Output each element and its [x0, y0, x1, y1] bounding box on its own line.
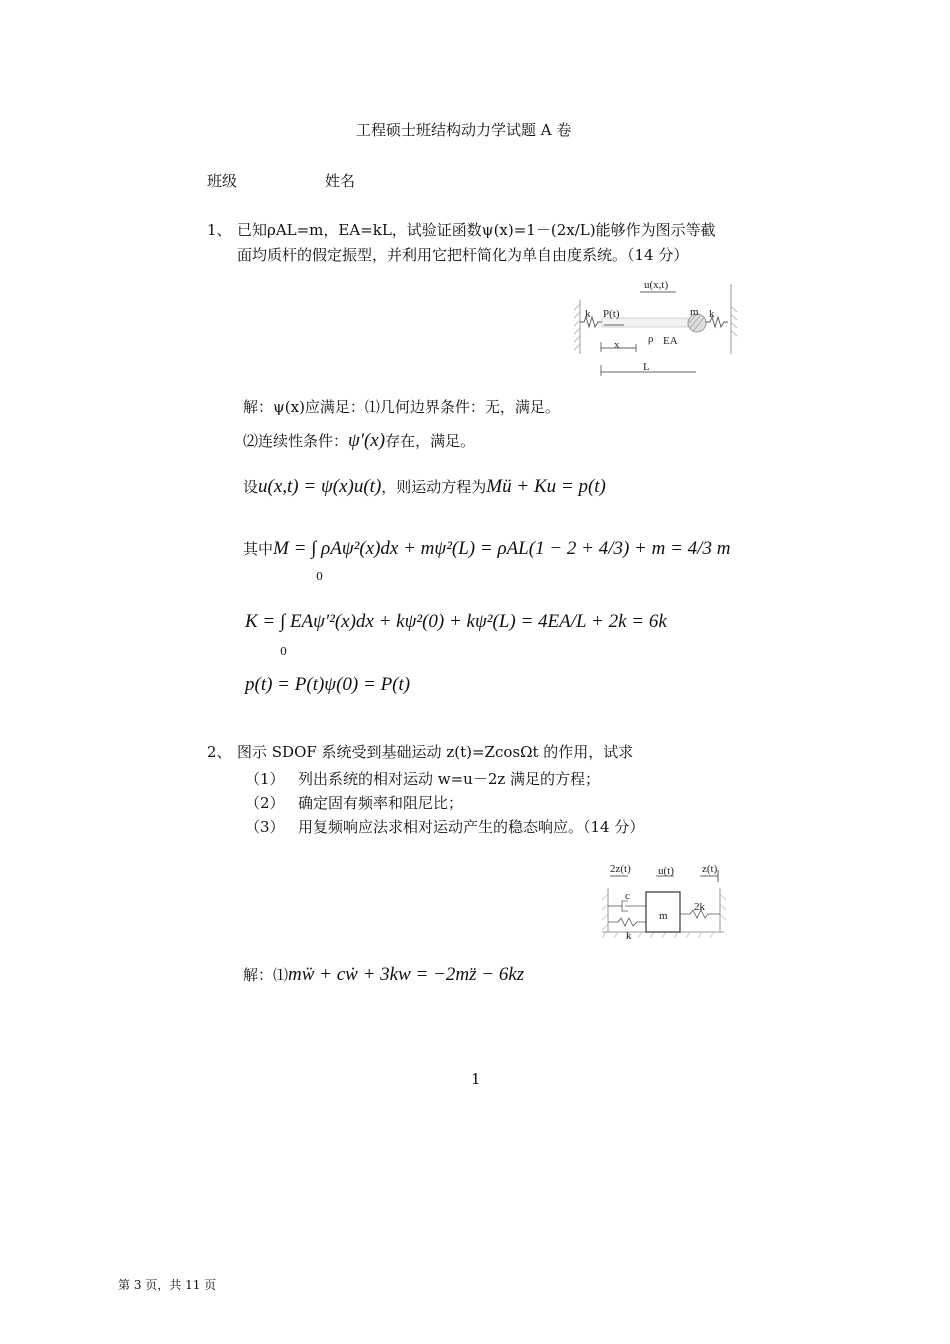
- q1-sol-m-lower-limit: 0: [316, 570, 323, 583]
- q2-item-2-number: （2）: [245, 794, 285, 812]
- q1-sol-line2: [243, 430, 475, 452]
- class-label: 班级: [207, 172, 238, 190]
- q2-item-3-text: 用复频响应法求相对运动产生的稳态响应。（14 分）: [298, 818, 645, 836]
- q2-number: 2、: [207, 743, 232, 761]
- q1-fig-p-label: P(t): [603, 308, 620, 320]
- q2-sol-equation: mẅ + cẇ + 3kw = −2mz̈ − 6kz: [288, 964, 525, 985]
- q1-number: 1、: [207, 221, 232, 239]
- q1-sol-line1: 解：ψ(x)应满足：⑴几何边界条件：无，满足。: [243, 398, 560, 416]
- q1-fig-ea-label: EA: [663, 335, 678, 347]
- q1-line2: 面均质杆的假定振型，并利用它把杆简化为单自由度系统。（14 分）: [237, 246, 689, 264]
- q1-sol-k: [245, 611, 667, 633]
- q1-sol-m: [243, 538, 730, 560]
- q2-item-2-text: 确定固有频率和阻尼比；: [298, 794, 464, 812]
- q2-intro: 图示 SDOF 系统受到基础运动 z(t)=ZcosΩt 的作用，试求: [237, 743, 634, 761]
- q2-item-1-text: 列出系统的相对运动 w=u－2z 满足的方程；: [298, 770, 601, 788]
- q2-item-3-number: （3）: [245, 818, 285, 836]
- q1-fig-k-left: k: [585, 308, 591, 320]
- q2-sdof-figure: [598, 858, 730, 946]
- q1-fig-rho-label: ρ: [648, 333, 654, 345]
- q1-sol-line3-math1: u(x,t) = ψ(x)u(t): [258, 476, 382, 497]
- q2-fig-m-label: m: [659, 910, 668, 922]
- q1-fig-m-label: m: [690, 306, 699, 318]
- q1-sol-line3-mid: ，则运动方程为: [381, 478, 487, 496]
- q2-item-1-number: （1）: [245, 770, 285, 788]
- q1-sol-line2-pre: ⑵连续性条件：: [243, 432, 349, 450]
- q1-line1: 已知ρAL=m，EA=kL，试验证函数ψ(x)=1－(2x/L)能够作为图示等截: [237, 221, 716, 239]
- q2-sol-pre: 解：⑴: [243, 966, 289, 984]
- q1-bar-figure: [568, 272, 740, 382]
- q1-fig-l-label: L: [643, 361, 650, 373]
- q1-sol-p: [245, 674, 410, 696]
- q2-fig-u-label: u(t): [658, 865, 674, 877]
- q2-fig-z-label: z(t): [702, 863, 718, 875]
- q1-fig-u-label: u(x,t): [644, 279, 669, 291]
- q1-fig-x-label: x: [614, 339, 620, 351]
- q1-sol-m-equation: M = ∫ ρAψ²(x)dx + mψ²(L) = ρAL(1 − 2 + 4/3) + m = 4/3 m: [273, 538, 731, 559]
- q2-fig-c-label: c: [625, 890, 630, 902]
- q1-sol-line3-math2: Mü + Ku = p(t): [486, 476, 606, 497]
- q1-sol-line2-post: 存在，满足。: [385, 432, 476, 450]
- q2-fig-2z-label: 2z(t): [610, 863, 631, 875]
- page-number: 1: [471, 1070, 481, 1088]
- q1-sol-line3: [243, 476, 606, 498]
- q1-sol-line2-math: ψ′(x): [348, 430, 386, 451]
- q2-fig-2k-label: 2k: [694, 901, 705, 913]
- q2-solution: [243, 964, 524, 986]
- q1-sol-k-lower-limit: 0: [280, 645, 287, 658]
- q1-fig-k-right: k: [709, 308, 715, 320]
- q2-fig-k-label: k: [626, 930, 632, 942]
- q1-sol-k-equation: K = ∫ EAψ′²(x)dx + kψ²(0) + kψ²(L) = 4EA/L + 2k = 6k: [245, 611, 667, 632]
- name-label: 姓名: [325, 172, 356, 190]
- document-title: 工程硕士班结构动力学试题 A 卷: [356, 121, 572, 139]
- page-footer: 第 3 页，共 11 页: [118, 1278, 217, 1292]
- q1-sol-line3-pre: 设: [243, 478, 259, 496]
- q1-sol-m-pre: 其中: [243, 540, 274, 558]
- q1-sol-p-equation: p(t) = P(t)ψ(0) = P(t): [245, 674, 411, 695]
